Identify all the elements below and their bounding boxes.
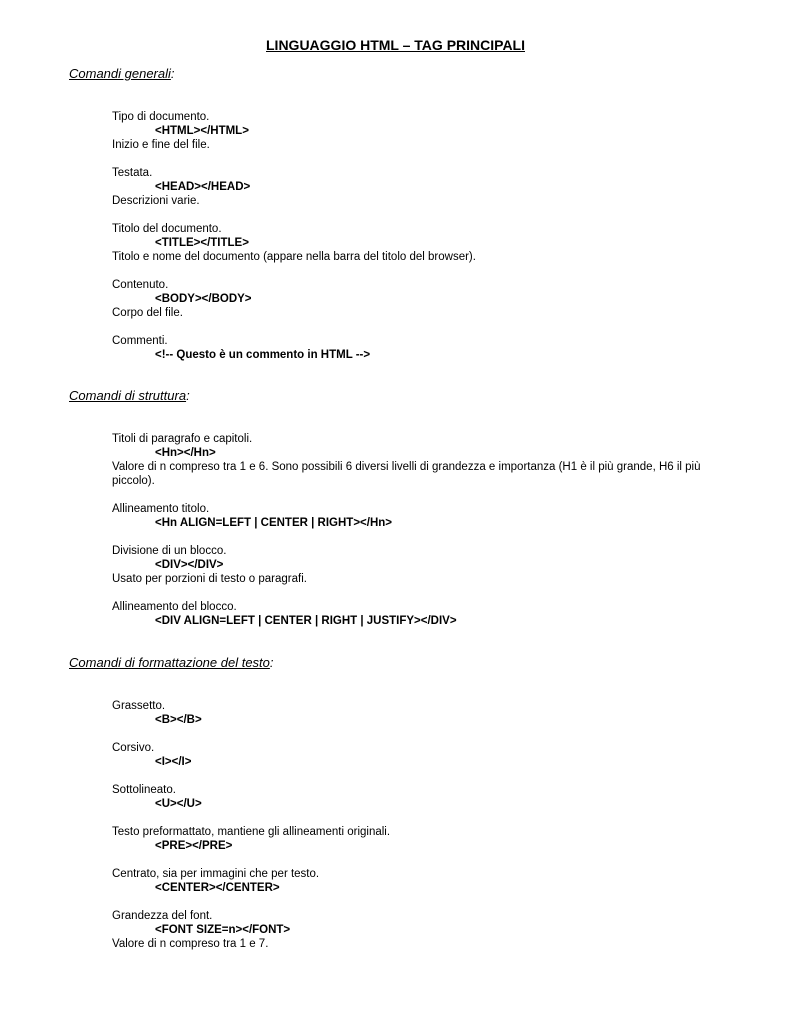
section-body-comandi-di-struttura bbox=[112, 432, 727, 642]
entry-description: Tipo di documento. bbox=[112, 111, 210, 123]
entry-tag: <BODY></BODY> bbox=[155, 293, 252, 305]
entry-div bbox=[112, 544, 727, 586]
entry-tag: <HTML></HTML> bbox=[155, 125, 249, 137]
section-heading-colon: : bbox=[170, 66, 175, 81]
entry-description: Divisione di un blocco. bbox=[112, 545, 227, 557]
entry-tag: <!-- Questo è un commento in HTML --> bbox=[155, 349, 371, 361]
entry-description: Sottolineato. bbox=[112, 784, 176, 796]
entry-tag: <CENTER></CENTER> bbox=[155, 882, 280, 894]
entry-description: Centrato, sia per immagini che per testo. bbox=[112, 868, 320, 880]
entry-description: Contenuto. bbox=[112, 279, 169, 291]
entry-note: Descrizioni varie. bbox=[112, 195, 200, 207]
entry-tag: <I></I> bbox=[155, 756, 192, 768]
entry-tag: <DIV></DIV> bbox=[155, 559, 224, 571]
entry-title bbox=[112, 222, 727, 264]
entry-div-align bbox=[112, 600, 727, 628]
entry-italic bbox=[112, 741, 727, 769]
entry-note: Usato per porzioni di testo o paragrafi. bbox=[112, 573, 307, 585]
entry-note: Valore di n compreso tra 1 e 7. bbox=[112, 938, 269, 950]
entry-description: Allineamento titolo. bbox=[112, 503, 210, 515]
entry-tag: <Hn ALIGN=LEFT | CENTER | RIGHT></Hn> bbox=[155, 517, 392, 529]
entry-note: Valore di n compreso tra 1 e 6. Sono possibili 6 diversi livelli di grandezza e importanza (H1 è il più grande, H6 il più piccolo). bbox=[112, 461, 701, 487]
entry-pre bbox=[112, 825, 727, 853]
entry-note: Inizio e fine del file. bbox=[112, 139, 210, 151]
entry-font bbox=[112, 909, 727, 951]
section-heading-text: Comandi di struttura bbox=[69, 388, 187, 403]
entry-description: Grassetto. bbox=[112, 700, 166, 712]
entry-description: Testo preformattato, mantiene gli allineamenti originali. bbox=[112, 826, 391, 838]
entry-hn bbox=[112, 432, 727, 488]
entry-underline bbox=[112, 783, 727, 811]
section-heading-text: Comandi generali bbox=[69, 66, 171, 81]
entry-comment bbox=[112, 334, 727, 362]
section-heading-text: Comandi di formattazione del testo bbox=[69, 655, 270, 670]
entry-description: Allineamento del blocco. bbox=[112, 601, 237, 613]
entry-description: Testata. bbox=[112, 167, 153, 179]
entry-tag: <PRE></PRE> bbox=[155, 840, 233, 852]
entry-note: Corpo del file. bbox=[112, 307, 183, 319]
entry-tag: <DIV ALIGN=LEFT | CENTER | RIGHT | JUSTIFY></DIV> bbox=[155, 615, 457, 627]
entry-tag: <HEAD></HEAD> bbox=[155, 181, 251, 193]
section-heading-colon: : bbox=[186, 388, 190, 403]
section-heading-comandi-di-struttura bbox=[69, 388, 190, 404]
entry-center bbox=[112, 867, 727, 895]
entry-body bbox=[112, 278, 727, 320]
entry-tag: <Hn></Hn> bbox=[155, 447, 216, 459]
section-body-comandi-generali bbox=[112, 110, 727, 376]
document-title: LINGUAGGIO HTML – TAG PRINCIPALI bbox=[266, 37, 525, 53]
entry-tag: <U></U> bbox=[155, 798, 202, 810]
entry-description: Corsivo. bbox=[112, 742, 155, 754]
entry-html bbox=[112, 110, 727, 152]
section-heading-colon: : bbox=[269, 655, 274, 670]
entry-tag: <FONT SIZE=n></FONT> bbox=[155, 924, 291, 936]
section-body-comandi-di-formattazione bbox=[112, 699, 727, 965]
section-heading-comandi-generali bbox=[69, 66, 175, 82]
entry-description: Titoli di paragrafo e capitoli. bbox=[112, 433, 253, 445]
entry-bold bbox=[112, 699, 727, 727]
entry-note: Titolo e nome del documento (appare nella barra del titolo del browser). bbox=[112, 251, 476, 263]
entry-description: Titolo del documento. bbox=[112, 223, 222, 235]
entry-tag: <TITLE></TITLE> bbox=[155, 237, 249, 249]
entry-hn-align bbox=[112, 502, 727, 530]
section-heading-comandi-di-formattazione bbox=[69, 655, 274, 671]
entry-tag: <B></B> bbox=[155, 714, 202, 726]
entry-head bbox=[112, 166, 727, 208]
entry-description: Grandezza del font. bbox=[112, 910, 213, 922]
entry-description: Commenti. bbox=[112, 335, 168, 347]
